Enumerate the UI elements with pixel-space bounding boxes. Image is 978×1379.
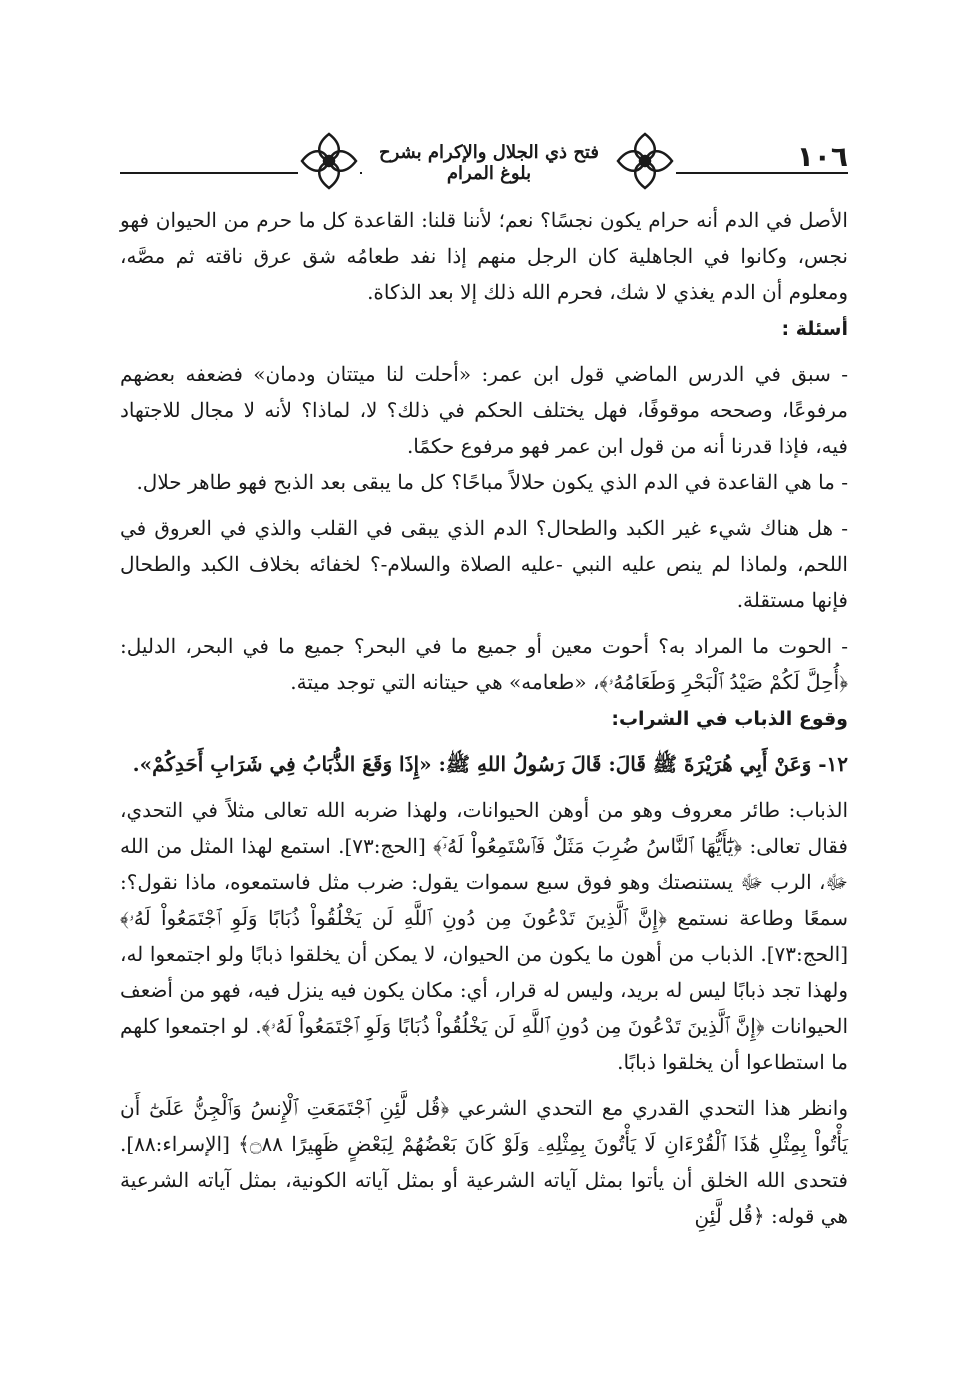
book-title: فتح ذي الجلال والإكرام بشرح بلوغ المرام (362, 142, 616, 184)
paragraph-fly-explanation: الذباب: طائر معروف وهو من أوهن الحيوانات، ولهذا ضربه الله تعالى مثلاً في التحدي، فقال تعالى: ﴿يَٰٓأَيُّهَا ٱلنَّاسُ ضُرِبَ مَثَلٌ فَٱسْتَمِعُواْ لَهُۥٓ﴾ [الحج:٧٣]. استمع لهذا المثل من الله ﷻ، الرب ﷻ يستنصتك وهو فوق سبع سموات يقول: ضرب مثل فاستمعوه، ماذا نقول؟: سمعًا وطاعة نستمع ﴿إِنَّ ٱلَّذِينَ تَدْعُونَ مِن دُونِ ٱللَّهِ لَن يَخْلُقُواْ ذُبَابًا وَلَوِ ٱجْتَمَعُواْ لَهُۥ﴾ [الحج:٧٣]. الذباب من أهون ما يكون من الحيوان، لا يمكن أن يخلقوا ذبابًا ولو اجتمعوا له، ولهذا تجد ذبابًا ليس له بريد، وليس له قرار، أي: مكان يكون فيه ينزل فيه، فهو من أضعف الحيوانات ﴿إِنَّ ٱلَّذِينَ تَدْعُونَ مِن دُونِ ٱللَّهِ لَن يَخْلُقُواْ ذُبَابًا وَلَوِ ٱجْتَمَعُواْ لَهُۥ﴾. لو اجتمعوا كلهم ما استطاعوا أن يخلقوا ذبابًا. (120, 798, 848, 1074)
page-header (120, 128, 848, 196)
question-item: - سبق في الدرس الماضي قول ابن عمر: «أحلت لنا ميتتان ودمان» فضعفه بعضهم مرفوعًا، وصححه موقوفًا، فهل يختلف الحكم في ذلك؟ لا، لماذا؟ لأنه لا مجال للاجتهاد فيه، فإذا قدرنا أنه من قول ابن عمر فهو مرفوع حكمًا. (120, 362, 848, 458)
question-item: - ما هي القاعدة في الدم الذي يكون حلالاً مباحًا؟ كل ما يبقى بعد الذبح فهو طاهر حلال. (136, 470, 848, 494)
questions-heading: أسئلة : (781, 318, 848, 340)
arabesque-ornament-icon (614, 130, 676, 192)
page-content (120, 202, 848, 1234)
hadith-text: ١٢- وَعَنْ أَبِي هُرَيْرَةَ ﷺ قَالَ: قَالَ رَسُولُ اللهِ ﷺ: «إِذَا وَقَعَ الذُّبَابُ فِي شَرَابِ أَحَدِكُمْ». (132, 752, 848, 776)
page-number: ١٠٦ (796, 140, 848, 173)
paragraph-blood-ruling: الأصل في الدم أنه حرام يكون نجسًا؟ نعم؛ لأننا قلنا: القاعدة كل ما حرم من الحيوان فهو نجس، وكانوا في الجاهلية كان الرجل منهم إذا نفد طعامُه شق عرق ناقته ثم مصَّه، ومعلوم أن الدم يغذي لا شك، فحرم الله ذلك إلا بعد الذكاة. (120, 208, 848, 304)
section-heading: وقوع الذباب في الشراب: (611, 708, 848, 730)
question-item: - هل هناك شيء غير الكبد والطحال؟ الدم الذي يبقى في القلب والذي في العروق في اللحم، ولماذا لم ينص عليه النبي -عليه الصلاة والسلام-؟ لخفائه بخلاف الكبد والطحال فإنها مستقلة. (120, 516, 848, 612)
paragraph-challenge: وانظر هذا التحدي القدري مع التحدي الشرعي ﴿قُل لَّئِنِ ٱجْتَمَعَتِ ٱلْإِنسُ وَٱلْجِنُّ عَلَىٰٓ أَن يَأْتُواْ بِمِثْلِ هَٰذَا ٱلْقُرْءَانِ لَا يَأْتُونَ بِمِثْلِهِۦ وَلَوْ كَانَ بَعْضُهُمْ لِبَعْضٍ ظَهِيرًا ۝٨٨﴾ [الإسراء:٨٨]. فتحدى الله الخلق أن يأتوا بمثل آياته الشرعية أو بمثل آياته الكونية، بمثل آياته الشرعية هي قوله: ﴿قُل لَّئِنِ (120, 1096, 848, 1228)
question-item: - الحوت ما المراد به؟ أحوت معين أو جميع ما في البحر؟ جميع ما في البحر، الدليل: ﴿أُحِلَّ لَكُمْ صَيْدُ ٱلْبَحْرِ وَطَعَامُهُۥ﴾، «طعامه» هي حيتانه التي توجد ميتة. (120, 634, 848, 694)
arabesque-ornament-icon (298, 130, 360, 192)
